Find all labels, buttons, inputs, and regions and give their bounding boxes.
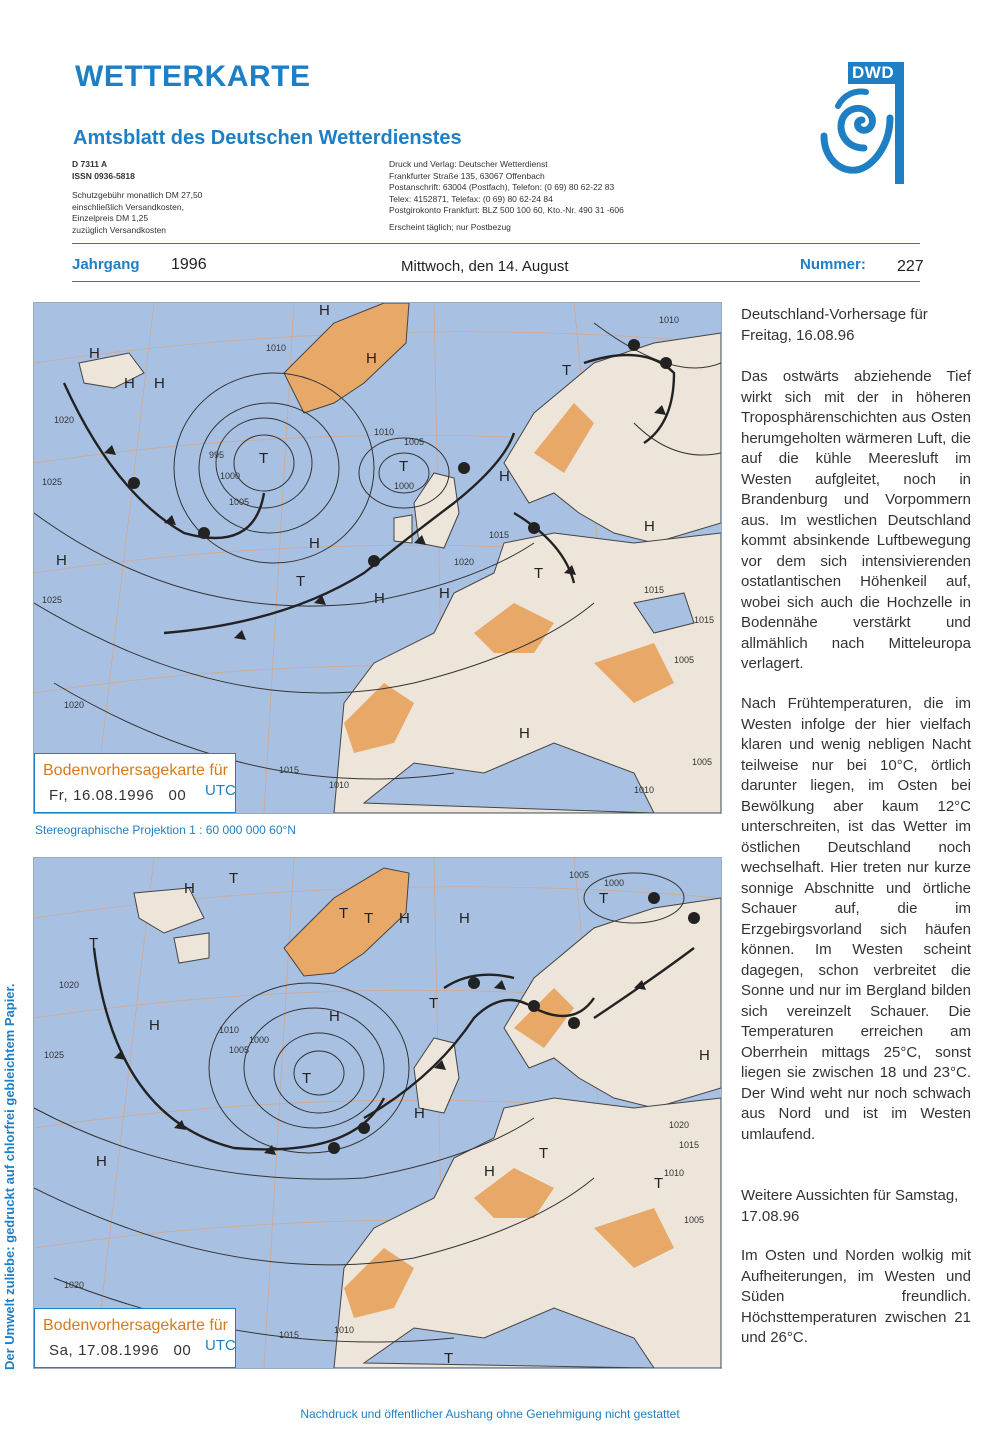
map-caption: [34, 1308, 236, 1368]
isobar-value: 1020: [59, 980, 80, 990]
pressure-label: H: [366, 350, 377, 367]
dwd-logo-text: DWD: [848, 62, 898, 84]
pressure-label: T: [539, 1145, 549, 1162]
isobar-value: 1015: [279, 1330, 300, 1340]
fee-info: [72, 190, 202, 236]
weather-map-saturday: [33, 857, 722, 1369]
isobar-value: 1005: [229, 1045, 250, 1055]
isobar-value: 1000: [604, 878, 625, 888]
publication-title: WETTERKARTE: [75, 60, 311, 93]
isobar-value: 1015: [644, 585, 665, 595]
jahrgang-value: 1996: [171, 256, 207, 273]
footer-note: Nachdruck und öffentlicher Aushang ohne Genehmigung nicht gestattet: [300, 1407, 680, 1421]
weather-map-friday: [33, 302, 722, 814]
map-caption: [34, 753, 236, 813]
isobar-value: 1020: [669, 1120, 690, 1130]
map-caption-date: [49, 1342, 191, 1359]
issn: ISSN 0936-5818: [72, 170, 135, 181]
isobar-value: 1025: [44, 1050, 65, 1060]
outlook-heading: Weitere Aussichten für Samstag, 17.08.96: [741, 1187, 959, 1225]
fee-line: zuzüglich Versandkosten: [72, 224, 167, 235]
isobar-value: 995: [209, 450, 225, 460]
map-graphic: [34, 303, 721, 813]
pressure-label: H: [459, 910, 470, 927]
pressure-label: T: [444, 1350, 454, 1367]
issue-rule: [72, 281, 920, 282]
isobar-value: 1020: [454, 557, 475, 567]
pressure-label: T: [302, 1070, 312, 1087]
map-graphic: [34, 858, 721, 1368]
map-caption-utc: UTC: [205, 782, 236, 799]
publisher-line: Druck und Verlag: Deutscher Wetterdienst: [389, 159, 548, 169]
header-rule: [72, 243, 920, 244]
map-caption-date: [49, 787, 186, 804]
eco-note: Der Umwelt zuliebe: gedruckt auf chlorfrei gebleichtem Papier.: [2, 983, 17, 1370]
isobar-value: 1025: [42, 477, 63, 487]
publisher-line: Frankfurter Straße 135, 63067 Offenbach: [389, 170, 545, 181]
map-caption-hour: 00: [168, 787, 187, 804]
pressure-label: H: [439, 585, 450, 602]
isobar-value: 1005: [674, 655, 695, 665]
isobar-value: 1020: [64, 1280, 85, 1290]
issue-date: Mittwoch, den 14. August: [401, 258, 569, 275]
nummer-value: 227: [897, 258, 924, 275]
projection-note: Stereographische Projektion 1 : 60 000 000 60°N: [35, 823, 296, 837]
isobar-value: 1010: [266, 343, 287, 353]
pressure-label: T: [89, 935, 99, 952]
pressure-label: T: [399, 458, 409, 475]
isobar-value: 1015: [679, 1140, 700, 1150]
isobar-value: 1005: [229, 497, 250, 507]
isobar-value: 1010: [664, 1168, 685, 1178]
pressure-label: T: [259, 450, 269, 467]
map-caption-hour: 00: [173, 1342, 192, 1359]
map-caption-title: Bodenvorhersagekarte für: [43, 1317, 228, 1334]
pressure-label: H: [499, 468, 510, 485]
map-caption-day: Fr, 16.08.1996: [49, 787, 155, 804]
pressure-label: H: [124, 375, 135, 392]
swirl-icon: [820, 62, 910, 187]
isobar-value: 1015: [279, 765, 300, 775]
publisher-info: [389, 159, 624, 233]
pressure-label: H: [644, 518, 655, 535]
pressure-label: H: [89, 345, 100, 362]
forecast-paragraph: Das ostwärts abziehende Tief wirkt sich mit der in höheren Troposphärenschichten aus Osten herumgeholten wärmeren Luft, die auf die kühle Meeresluft im Westen aufgleitet, noch in Brandenburg und Vorpommern aus. Im westlichen Deutschland kommt absinkende Luftbewegung vor dem sich intensivierenden ostatlantischen Höhenkeil auf, wobei sich auch die Hochzelle in Bodennähe verstärkt und allmählich nach Mitteleuropa verlagert.: [741, 368, 971, 672]
publication-subtitle: Amtsblatt des Deutschen Wetterdienstes: [73, 127, 462, 149]
nummer-label: Nummer:: [800, 256, 866, 273]
publisher-line: Telex: 4152871, Telefax: (0 69) 80 62-24 84: [389, 193, 553, 204]
pressure-label: H: [329, 1008, 340, 1025]
pressure-label: T: [229, 870, 239, 887]
map-caption-day: Sa, 17.08.1996: [49, 1342, 160, 1359]
isobar-value: 1005: [684, 1215, 705, 1225]
pressure-label: T: [599, 890, 609, 907]
isobar-value: 1000: [220, 471, 241, 481]
fee-line: Einzelpreis DM 1,25: [72, 213, 149, 223]
pressure-label: H: [519, 725, 530, 742]
outlook-text: Im Osten und Norden wolkig mit Aufheiterungen, im Westen und Süden freundlich. Höchsttemperaturen zwischen 21 und 26°C.: [741, 1247, 971, 1346]
pressure-label: H: [414, 1105, 425, 1122]
publisher-line: Postanschrift: 63004 (Postfach), Telefon: (0 69) 80 62-22 83: [389, 182, 615, 192]
pressure-label: H: [374, 590, 385, 607]
isobar-value: 1000: [394, 481, 415, 491]
pressure-label: T: [429, 995, 439, 1012]
isobar-value: 1010: [634, 785, 655, 795]
dwd-logo: [820, 62, 910, 187]
jahrgang-label: Jahrgang: [72, 256, 140, 273]
pressure-label: T: [339, 905, 349, 922]
isobar-value: 1005: [404, 437, 425, 447]
pressure-label: H: [319, 303, 330, 319]
pressure-label: H: [484, 1163, 495, 1180]
pressure-label: T: [562, 362, 572, 379]
fee-line: einschließlich Versandkosten,: [72, 201, 184, 212]
isobar-value: 1020: [54, 415, 75, 425]
publisher-line: Postgirokonto Frankfurt: BLZ 500 100 60, Kto.-Nr. 490 31 -606: [389, 205, 624, 215]
pressure-label: H: [96, 1153, 107, 1170]
pressure-label: H: [309, 535, 320, 552]
fee-line: Schutzgebühr monatlich DM 27,50: [72, 190, 203, 200]
isobar-value: 1010: [659, 315, 680, 325]
pressure-label: H: [699, 1047, 710, 1064]
pressure-label: H: [56, 552, 67, 569]
pressure-label: T: [534, 565, 544, 582]
isobar-value: 1025: [42, 595, 63, 605]
frequency-note: Erscheint täglich; nur Postbezug: [389, 221, 511, 232]
catalog-number: D 7311 A: [72, 159, 108, 169]
pressure-label: T: [296, 573, 306, 590]
isobar-value: 1010: [374, 427, 395, 437]
pressure-label: H: [399, 910, 410, 927]
isobar-value: 1005: [692, 757, 713, 767]
isobar-value: 1010: [329, 780, 350, 790]
catalog-info: [72, 159, 135, 182]
isobar-value: 1020: [64, 700, 85, 710]
isobar-value: 1015: [489, 530, 510, 540]
pressure-label: T: [364, 910, 374, 927]
map-caption-title: Bodenvorhersagekarte für: [43, 762, 228, 779]
pressure-label: H: [154, 375, 165, 392]
isobar-value: 1010: [334, 1325, 355, 1335]
isobar-value: 1005: [569, 870, 590, 880]
pressure-label: H: [184, 880, 195, 897]
pressure-label: H: [149, 1017, 160, 1034]
pressure-label: T: [654, 1175, 664, 1192]
forecast-paragraph: Nach Frühtemperaturen, die im Westen infolge der hier vielfach klaren und wenig nebligen Nacht teilweise nur bei 10°C, örtlich darunter liegen, im Osten bei Bewölkung aber kaum 12°C unterschreiten, ist das Wetter im östlichen Deutschland noch wechselhaft. Hier treten nur kurze sonnige Abschnitte und örtliche Schauer auf, die im Erzgebirgsvorland sich häufen können. Im Westen scheint dagegen, schon verbreitet die Sonne und nur im Bergland bilden sich vereinzelt Schauer. Die Temperaturen erreichen am Oberrhein mittags 25°C, sonst liegen sie zwischen 18 und 23°C. Der Wind weht nur noch schwach aus Nord und ist im Westen umlaufend.: [741, 695, 971, 1143]
map-caption-utc: UTC: [205, 1337, 236, 1354]
isobar-value: 1015: [694, 615, 715, 625]
isobar-value: 1000: [249, 1035, 270, 1045]
forecast-heading: Deutschland-Vorhersage für Freitag, 16.08.96: [741, 306, 928, 344]
isobar-value: 1010: [219, 1025, 240, 1035]
